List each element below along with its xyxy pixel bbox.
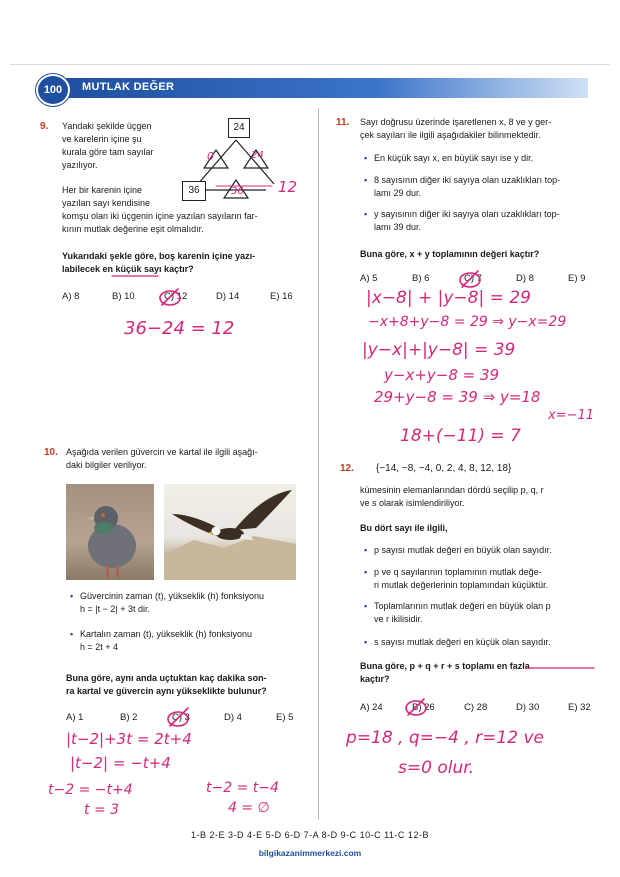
q12-options [360, 702, 600, 716]
q9-number: 9. [40, 121, 49, 132]
q12-lead: Bu dört sayı ile ilgili, [360, 523, 448, 533]
q11-option-d[interactable]: D) 8 [516, 273, 534, 284]
q12-number: 12. [340, 463, 354, 474]
q9-option-b[interactable]: B) 10 [112, 291, 135, 302]
q10-hand-2: |t−2| = −t+4 [70, 754, 171, 772]
q9-text: Yandaki şekilde üçgen ve karelerin içine şu kurala göre tam sayılar yazılıyor. [62, 121, 154, 170]
q9-option-d[interactable]: D) 14 [216, 291, 240, 302]
pigeon-photo [66, 484, 154, 580]
q11-hand-4: y−x+y−8 = 39 [384, 366, 500, 384]
q10-options [66, 712, 306, 726]
q11-hand-1: |x−8| + |y−8| = 29 [366, 288, 531, 308]
q12-bullet-3: • Toplamlarının mutlak değeri en büyük olan p ve r ikilisidir. [374, 600, 551, 626]
q12-question: Buna göre, p + q + r + s toplamı en fazla kaçtır? [360, 661, 530, 684]
eagle-photo [164, 484, 296, 580]
q12-text: kümesinin elemanlarından dördü seçilip p, q, r ve s olarak isimlendiriliyor. [360, 485, 544, 508]
q10-question: Buna göre, aynı anda uçtuktan kaç dakika son- ra kartal ve güvercin aynı yükseklikte bulunur? [66, 673, 267, 696]
q12-bullet-1: • p sayısı mutlak değeri en büyük olan sayıdır. [374, 544, 552, 557]
q12-hand-1: p=18 , q=−4 , r=12 ve [346, 728, 544, 748]
site-url[interactable]: bilgikazanimmerkezi.com [258, 848, 362, 858]
q10-option-b[interactable]: B) 2 [120, 712, 138, 723]
q11-options [360, 273, 600, 287]
page-top-rule [10, 64, 610, 65]
q11-bullet-2: • 8 sayısının diğer iki sayıya olan uzaklıkları top- lamı 29 dur. [374, 174, 560, 200]
q12-bullet-4: • s sayısı mutlak değeri en küçük olan sayıdır. [374, 636, 551, 649]
q11-option-e[interactable]: E) 9 [568, 273, 586, 284]
q9-option-a[interactable]: A) 8 [62, 291, 80, 302]
q10-hand-3: t−2 = −t+4 [48, 782, 133, 798]
q9-options [62, 291, 312, 305]
q10-option-d[interactable]: D) 4 [224, 712, 242, 723]
q9-left-square: 36 [182, 181, 206, 201]
q11-option-a[interactable]: A) 5 [360, 273, 378, 284]
q11-option-b[interactable]: B) 6 [412, 273, 430, 284]
q10-option-e[interactable]: E) 5 [276, 712, 294, 723]
q12-option-a[interactable]: A) 24 [360, 702, 383, 713]
q9-text-3: komşu olan iki üçgenin içine yazılan sayıların far- kının mutlak değerine eşit olmalıdır. [62, 211, 258, 234]
q11-hand-7: 18+(−11) = 7 [400, 426, 521, 446]
q9-option-e[interactable]: E) 16 [270, 291, 293, 302]
q10-hand-5: t−2 = t−4 [206, 780, 279, 796]
q9-text-2: Her bir karenin içine yazılan sayı kendisine [62, 185, 151, 208]
q10-hand-6: 4 = ∅ [228, 800, 270, 816]
q12-hand-2: s=0 olur. [398, 758, 475, 778]
q9-hand-tri1: 0 [207, 150, 214, 163]
q10-bullet-1: • Güvercinin zaman (t), yükseklik (h) fonksiyonu h = |t − 2| + 3t dir. [80, 590, 264, 616]
q9-handwriting: 36−24 = 12 [124, 318, 235, 339]
q11-hand-3: |y−x|+|y−8| = 39 [362, 340, 516, 360]
q10-option-a[interactable]: A) 1 [66, 712, 84, 723]
chapter-title: MUTLAK DEĞER [82, 81, 175, 93]
q11-hand-2: −x+8+y−8 = 29 ⇒ y−x=29 [368, 314, 567, 330]
q11-question: Buna göre, x + y toplamının değeri kaçtır? [360, 249, 540, 259]
q10-number: 10. [44, 447, 58, 458]
q12-option-b[interactable]: B) 26 [412, 702, 435, 713]
q12-set: {−14, −8, −4, 0, 2, 4, 8, 12, 18} [376, 463, 512, 474]
q11-hand-5: 29+y−8 = 39 ⇒ y=18 [374, 388, 541, 406]
q11-text: Sayı doğrusu üzerinde işaretlenen x, 8 ve y ger- çek sayıları ile ilgili aşağıdakiler bilinmektedir. [360, 117, 552, 140]
q11-bullet-1: • En küçük sayı x, en büyük sayı ise y dir. [374, 152, 533, 165]
q10-option-c[interactable]: C) 3 [172, 712, 190, 723]
q10-hand-1: |t−2|+3t = 2t+4 [66, 730, 192, 748]
q11-hand-6: x=−11 [548, 408, 595, 423]
q9-hand-square: 12 [278, 178, 298, 196]
page-header [36, 74, 588, 102]
q10-hand-4: t = 3 [84, 802, 120, 818]
answer-key: 1-B 2-E 3-D 4-E 5-D 6-D 7-A 8-D 9-C 10-C 11-C 12-B [191, 830, 429, 840]
page-number: 100 [36, 74, 70, 106]
q9-hand-tri3: 36 [231, 186, 244, 197]
q12-bullet-2: • p ve q sayılarının toplamının mutlak değe- ri mutlak değerlerinin toplamından küçüktür. [374, 566, 548, 592]
q12-option-d[interactable]: D) 30 [516, 702, 540, 713]
q9-option-c[interactable]: C) 12 [164, 291, 188, 302]
q9-hand-tri2: 24 [251, 150, 264, 161]
q11-number: 11. [336, 117, 350, 128]
q11-bullet-3: • y sayısının diğer iki sayıya olan uzaklıkları top- lamı 39 dur. [374, 208, 560, 234]
q10-bullet-2: • Kartalın zaman (t), yükseklik (h) fonksiyonu h = 2t + 4 [80, 628, 252, 654]
q9-question: Yukarıdaki şekle göre, boş karenin içine yazı- labilecek en küçük sayı kaçtır? [62, 251, 256, 274]
column-divider [318, 108, 319, 820]
q11-option-c[interactable]: C) 7 [464, 273, 482, 284]
q12-option-c[interactable]: C) 28 [464, 702, 488, 713]
q9-top-square: 24 [228, 118, 250, 138]
q12-option-e[interactable]: E) 32 [568, 702, 591, 713]
q10-text: Aşağıda verilen güvercin ve kartal ile ilgili aşağı- daki bilgiler veriliyor. [66, 447, 258, 470]
